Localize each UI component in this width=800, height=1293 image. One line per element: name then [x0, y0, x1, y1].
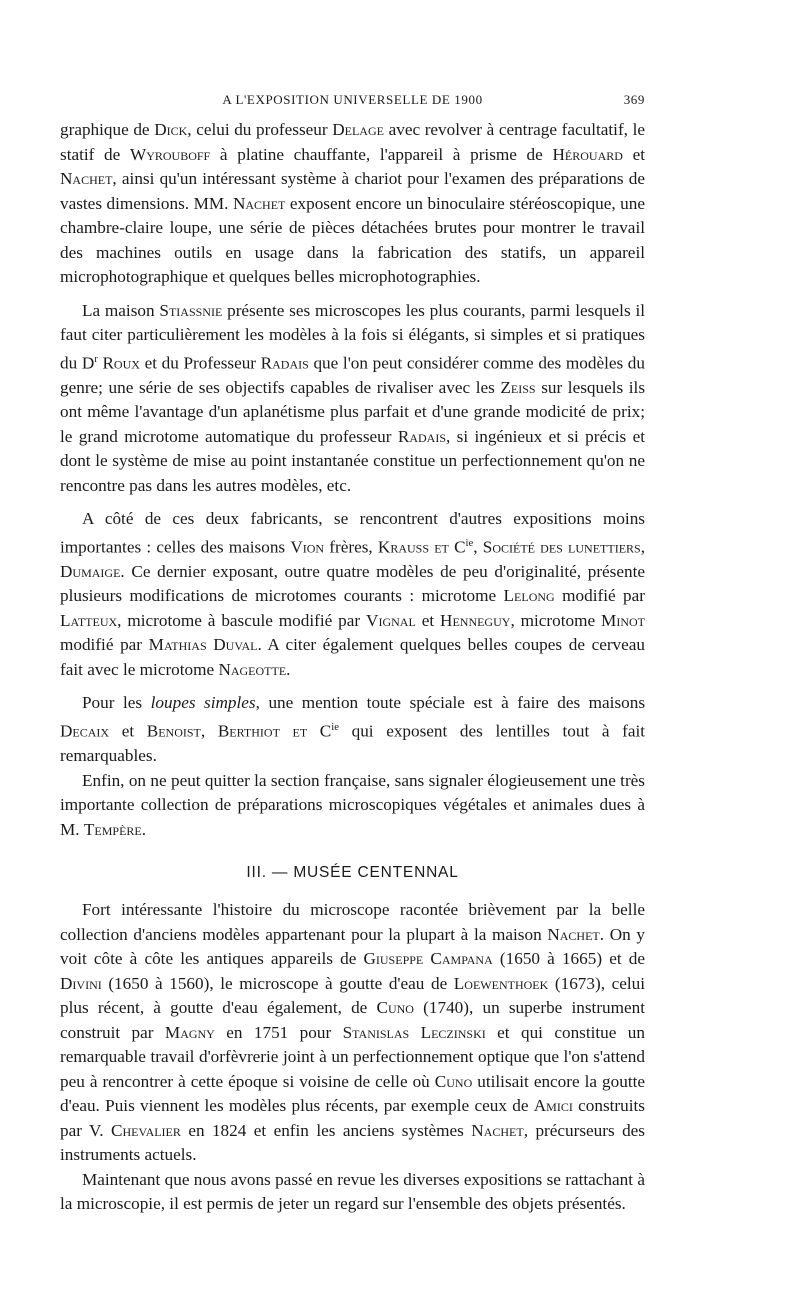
- proper-name: Cuno: [376, 998, 414, 1018]
- section-paragraph: Maintenant que nous avons passé en revue les diverses expositions se rattachant à la microscopie, il est permis de jeter un regard sur l'ensemble des objets présentés.: [60, 1169, 645, 1214]
- proper-name: Nachet: [232, 193, 286, 213]
- proper-name: Radais: [397, 426, 446, 446]
- proper-name: Delage: [332, 120, 384, 139]
- proper-name: Roux: [102, 353, 140, 373]
- body-text-after-heading: [60, 898, 645, 1217]
- proper-name: Nachet: [60, 169, 113, 188]
- section-heading: III. — MUSÉE CENTENNAL: [246, 864, 459, 882]
- superscript: ie: [331, 721, 339, 733]
- body-paragraph: A côté de ces deux fabricants, se rencontrent d'autres expositions moins importantes : celles des maisons Vion frères, Krauss et $C^{ie}$, Société des lunettiers, Dumaige. Ce dernier exposant, outre quatre modèles de peu d'originalité, présente plusieurs modifications de microtomes courants : microtome Lelong modifié par Latteux, microtome à bascule modifié par Vignal et Henneguy, microtome Minot modifié par Mathias Duval. A citer également quelques belles coupes de cerveau fait avec le microtome Nageotte.: [60, 509, 646, 679]
- proper-name: Nachet: [471, 1120, 524, 1140]
- proper-name: Dumaige: [60, 561, 121, 581]
- proper-name: Lelong: [503, 586, 555, 606]
- book-page: [60, 92, 645, 1217]
- body-paragraph: Pour les loupes simples, une mention toute spéciale est à faire des maisons Decaix et Benoist, Berthiot et $C^{ie}$ qui exposent des lentilles tout à fait remarquables.: [60, 693, 646, 766]
- proper-name: Dick: [154, 120, 188, 139]
- proper-name: Wyrouboff: [129, 144, 211, 164]
- proper-name: Loewenthoek: [453, 973, 549, 993]
- proper-name: Divini: [60, 973, 102, 993]
- proper-name: Société des lunettiers: [482, 537, 641, 557]
- proper-name: Latteux: [60, 610, 118, 630]
- superscript: r: [94, 353, 98, 365]
- proper-name: Hérouard: [552, 144, 623, 164]
- body-text-before-heading: [60, 118, 645, 842]
- running-title: A L'EXPOSITION UNIVERSELLE DE 1900: [222, 92, 483, 107]
- proper-name: Stanislas Leczinski: [342, 1022, 486, 1042]
- proper-name: Nachet: [547, 924, 600, 944]
- proper-name: Tempère: [83, 819, 142, 839]
- proper-name: Vion: [290, 537, 325, 557]
- proper-name: Chevalier: [110, 1120, 181, 1140]
- proper-name: Cuno: [434, 1071, 473, 1091]
- proper-name: Krauss et C: [377, 537, 466, 557]
- proper-name: Giuseppe Campana: [363, 949, 493, 969]
- section-paragraph: Fort intéressante l'histoire du microscope racontée brièvement par la belle collection d'anciens modèles appartenant pour la plupart à la maison Nachet. On y voit côte à côte les antiques appareils de Giuseppe Campana (1650 à 1665) et de Divini (1650 à 1560), le microscope à goutte d'eau de Loewenthoek (1673), celui plus récent, à goutte d'eau également, de Cuno (1740), un superbe instrument construit par Magny en 1751 pour Stanislas Leczinski et qui constitue un remarquable travail d'orfèvrerie joint à un perfectionnement optique que l'on s'attend peu à rencontrer à cette époque si voisine de celle où Cuno utilisait encore la goutte d'eau. Puis viennent les modèles plus récents, par exemple ceux de Amici construits par V. Chevalier en 1824 et enfin les anciens systèmes Nachet, précurseurs des instruments actuels.: [60, 900, 646, 1165]
- superscript: ie: [465, 537, 474, 549]
- italic-term: loupes simples: [150, 693, 256, 713]
- body-paragraph: La maison Stiassnie présente ses microscopes les plus courants, parmi lesquels il faut citer particulièrement les modèles à la fois si élégants, si simples et si pratiques du $D^r$ Roux et du Professeur Radais que l'on peut considérer comme des modèles du genre; une série de ses objectifs capables de rivaliser avec les Zeiss sur lesquels ils ont même l'avantage d'un aplanétisme plus parfait et d'une grande modicité de prix; le grand microtome automatique du professeur Radais, si ingénieux et si précis et dont le système de mise au point instantanée constitue un perfectionnement qu'on ne rencontre pas dans les autres modèles, etc.: [60, 300, 646, 495]
- proper-name: Magny: [164, 1022, 215, 1042]
- running-head: [60, 92, 645, 112]
- proper-name: Amici: [533, 1096, 573, 1116]
- proper-name: Stiassnie: [159, 300, 223, 320]
- proper-name: Decaix: [60, 721, 110, 741]
- proper-name: Benoist: [146, 721, 201, 741]
- body-paragraph: Enfin, on ne peut quitter la section française, sans signaler élogieusement une très importante collection de préparations microscopiques végétales et animales dues à M. Tempère.: [60, 770, 645, 839]
- proper-name: Minot: [601, 610, 645, 630]
- proper-name: Zeiss: [500, 377, 536, 397]
- proper-name: Henneguy: [440, 610, 511, 630]
- proper-name: Vignal: [366, 610, 416, 630]
- proper-name: Berthiot et C: [217, 721, 332, 741]
- page-number: 369: [623, 92, 645, 107]
- proper-name: Nageotte: [218, 659, 287, 679]
- proper-name: Mathias Duval: [148, 635, 258, 655]
- body-paragraph: graphique de Dick, celui du professeur Delage avec revolver à centrage facultatif, le statif de Wyrouboff à platine chauffante, l'appareil à prisme de Hérouard et Nachet, ainsi qu'un intéressant système à chariot pour l'examen des préparations de vastes dimensions. MM. Nachet exposent encore un binoculaire stéréoscopique, une chambre-claire loupe, une série de pièces détachées brutes pour montrer le travail des machines outils en usage dans la fabrication des statifs, un appareil microphotographique et quelques belles microphotographies.: [60, 120, 645, 286]
- proper-name: Radais: [260, 353, 309, 373]
